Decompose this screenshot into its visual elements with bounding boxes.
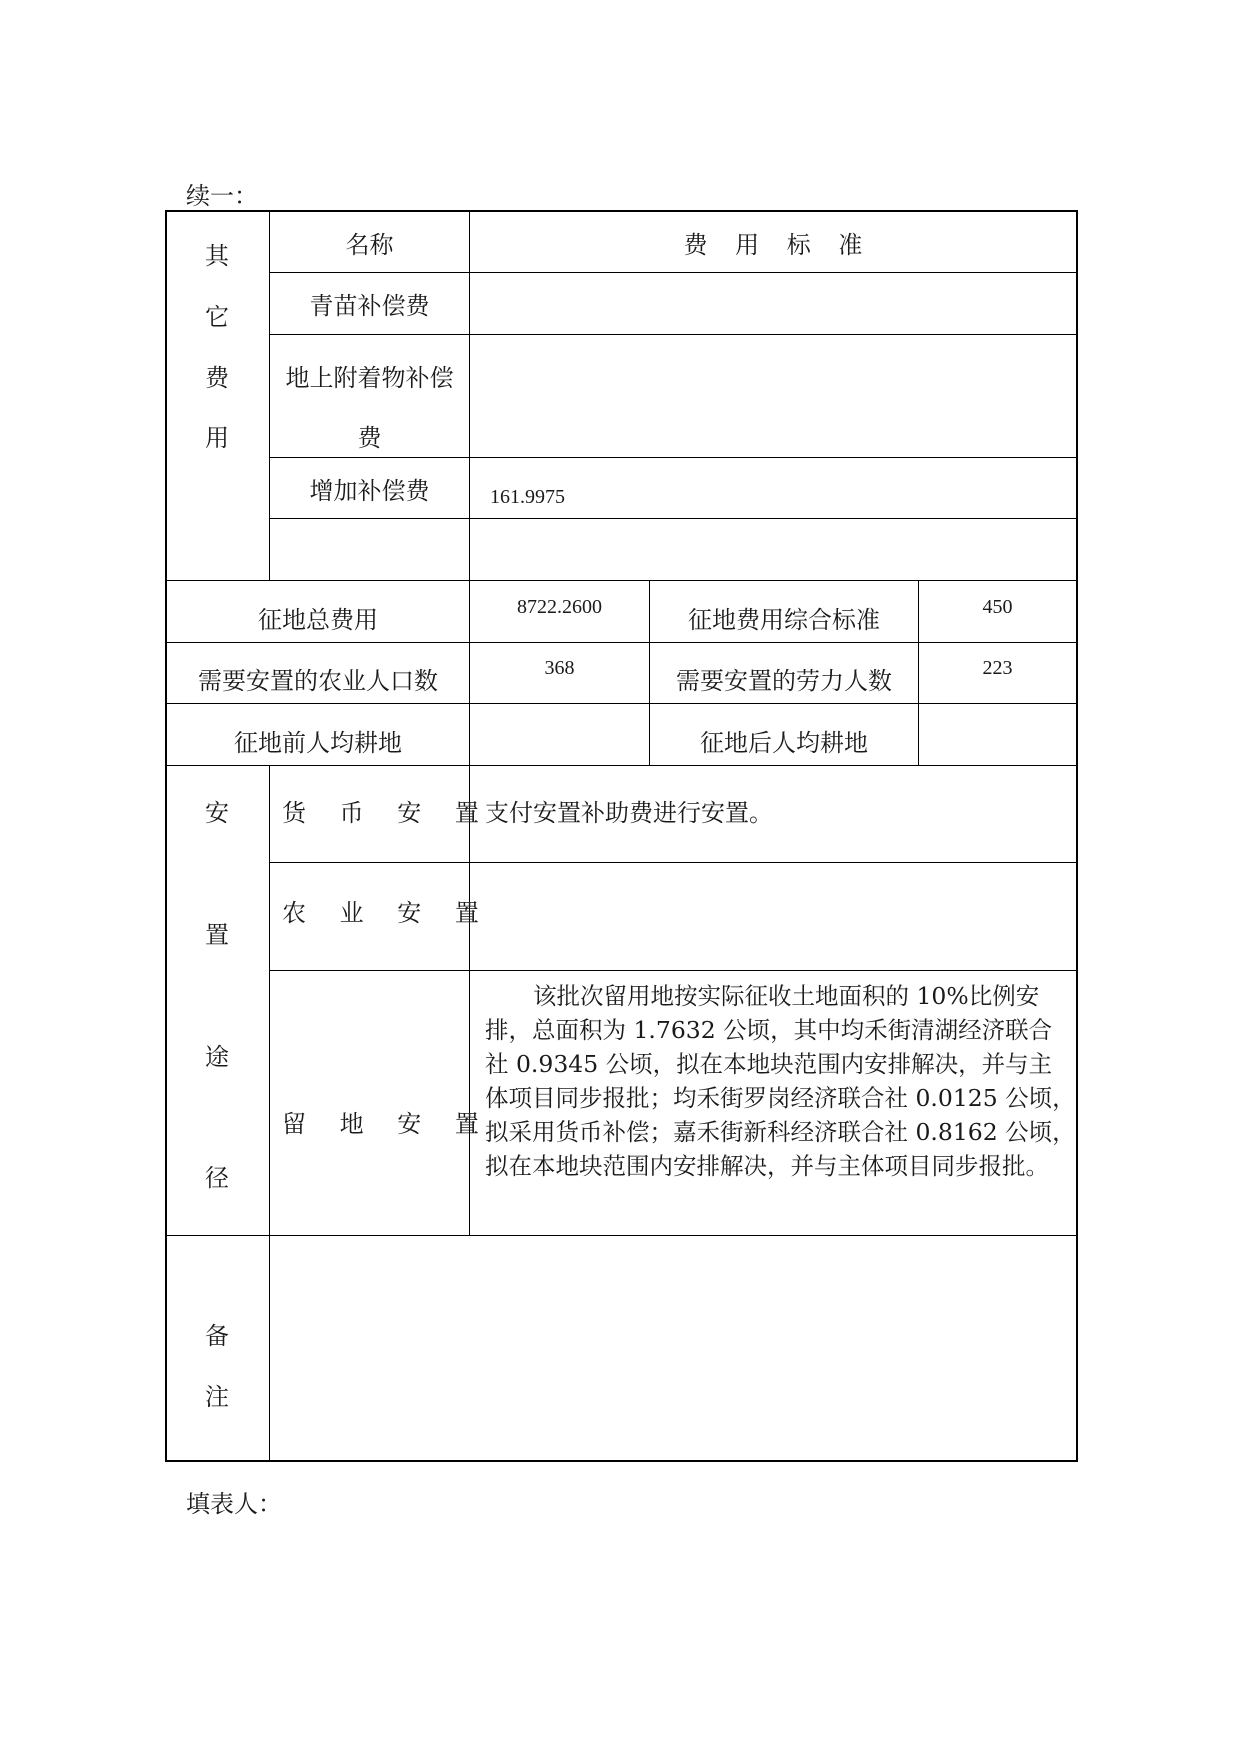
fee-name-empty — [270, 519, 469, 580]
filler-label: 填表人： — [186, 1490, 282, 1518]
page-title: 续一： — [186, 182, 258, 210]
fee-value-additional: 161.9975 — [490, 486, 565, 508]
composite-standard-value: 450 — [982, 596, 1013, 618]
monetary-resettlement-value: 支付安置补助费进行安置。 — [485, 799, 773, 827]
total-cost-label: 征地总费用 — [258, 606, 378, 634]
agri-population-value: 368 — [544, 657, 575, 679]
labor-count-value: 223 — [982, 657, 1013, 679]
agri-population-label: 需要安置的农业人口数 — [198, 667, 438, 695]
fee-name-seedling: 青苗补偿费 — [309, 292, 430, 320]
after-land-label: 征地后人均耕地 — [700, 729, 868, 757]
remarks-value — [280, 1250, 1060, 1450]
fee-value-attachment — [470, 335, 1076, 457]
labor-count-label: 需要安置的劳力人数 — [676, 667, 892, 695]
col-header-name: 名称 — [345, 230, 394, 259]
composite-standard-label: 征地费用综合标准 — [688, 606, 880, 634]
fee-value-empty — [470, 519, 1076, 580]
monetary-resettlement-label: 货 币 安 置 — [282, 799, 479, 827]
before-land-label: 征地前人均耕地 — [234, 729, 402, 757]
agricultural-resettlement-label: 农 业 安 置 — [282, 899, 479, 927]
col-header-standard: 费 用 标 准 — [683, 230, 863, 259]
reserved-land-label: 留 地 安 置 — [282, 1110, 479, 1138]
fee-name-attachment-line2: 费 — [357, 424, 382, 452]
fee-name-additional: 增加补偿费 — [309, 476, 430, 505]
fee-name-attachment-line1: 地上附着物补偿 — [285, 364, 454, 392]
total-cost-value: 8722.2600 — [517, 596, 602, 618]
fee-value-seedling — [470, 273, 1076, 334]
